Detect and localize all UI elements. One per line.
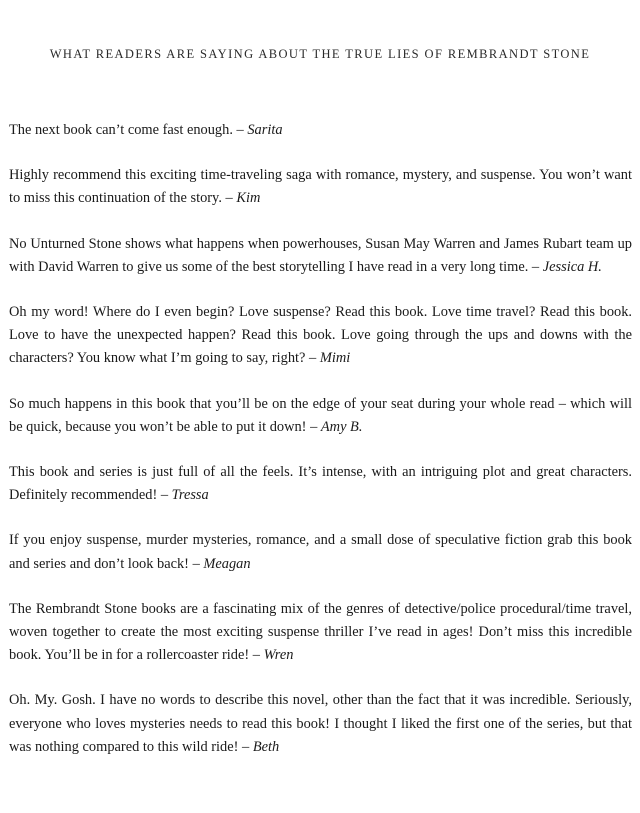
review-quote	[9, 689, 632, 759]
review-text: Oh. My. Gosh. I have no words to describe this novel, other than the fact that it was incredible. Seriously, everyone who loves mysteries needs to read this book! I thought I liked the first one of the series, but that was nothing compared to this wild ride!	[9, 692, 632, 755]
review-dash: –	[310, 418, 318, 435]
review-text: So much happens in this book that you’ll be on the edge of your seat during your whole read – which will be quick, because you won’t be able to put it down!	[9, 395, 632, 435]
review-text: Oh my word! Where do I even begin? Love suspense? Read this book. Love time travel? Read this book. Love to have the unexpected happen? Read this book. Love going through the ups and downs with the characters? You know what I’m going to say, right?	[9, 304, 632, 367]
review-quote	[9, 461, 632, 507]
review-text: No Unturned Stone shows what happens when powerhouses, Susan May Warren and James Rubart team up with David Warren to give us some of the best storytelling I have read in a very long time.	[9, 235, 632, 275]
review-dash: –	[192, 555, 200, 572]
reviewer-name: Beth	[252, 738, 280, 755]
review-dash: –	[160, 487, 169, 504]
reviewer-name: Sarita	[247, 122, 283, 138]
review-dash: –	[531, 258, 540, 275]
review-quote	[9, 119, 632, 142]
reviewer-name: Kim	[236, 190, 261, 207]
review-quote	[9, 233, 632, 279]
review-text: Highly recommend this exciting time-traveling saga with romance, mystery, and suspense. You won’t want to miss this continuation of the story.	[9, 167, 632, 207]
review-text: If you enjoy suspense, murder mysteries, romance, and a small dose of speculative fiction grab this book and series and don’t look back!	[9, 532, 632, 572]
reviewer-name: Jessica H.	[542, 258, 602, 275]
review-quote	[9, 529, 632, 575]
review-quote	[9, 164, 632, 210]
reviewer-name: Tressa	[171, 487, 209, 504]
review-dash: –	[309, 350, 317, 367]
review-quote	[9, 393, 632, 439]
review-text: The Rembrandt Stone books are a fascinating mix of the genres of detective/police procedural/time travel, woven together to create the most exciting suspense thriller I’ve read in ages! Don’t miss this incredible book. You’ll be in for a rollercoaster ride!	[9, 600, 632, 664]
review-dash: –	[252, 647, 260, 664]
review-text: This book and series is just full of all the feels. It’s intense, with an intriguing plot and great characters. Definitely recommended!	[9, 464, 632, 504]
review-text: The next book can’t come fast enough.	[9, 122, 233, 138]
review-quote	[9, 301, 632, 371]
reviewer-name: Wren	[263, 647, 294, 664]
reviewer-name: Mimi	[319, 350, 351, 367]
review-dash: –	[242, 738, 250, 755]
review-dash: –	[236, 122, 244, 138]
review-dash: –	[225, 190, 233, 207]
reviews-list	[9, 119, 632, 781]
reviewer-name: Amy B.	[320, 418, 363, 435]
reviewer-name: Meagan	[203, 555, 251, 572]
review-quote	[9, 598, 632, 668]
page-heading: WHAT READERS ARE SAYING ABOUT THE TRUE LIES OF REMBRANDT STONE	[49, 47, 591, 61]
